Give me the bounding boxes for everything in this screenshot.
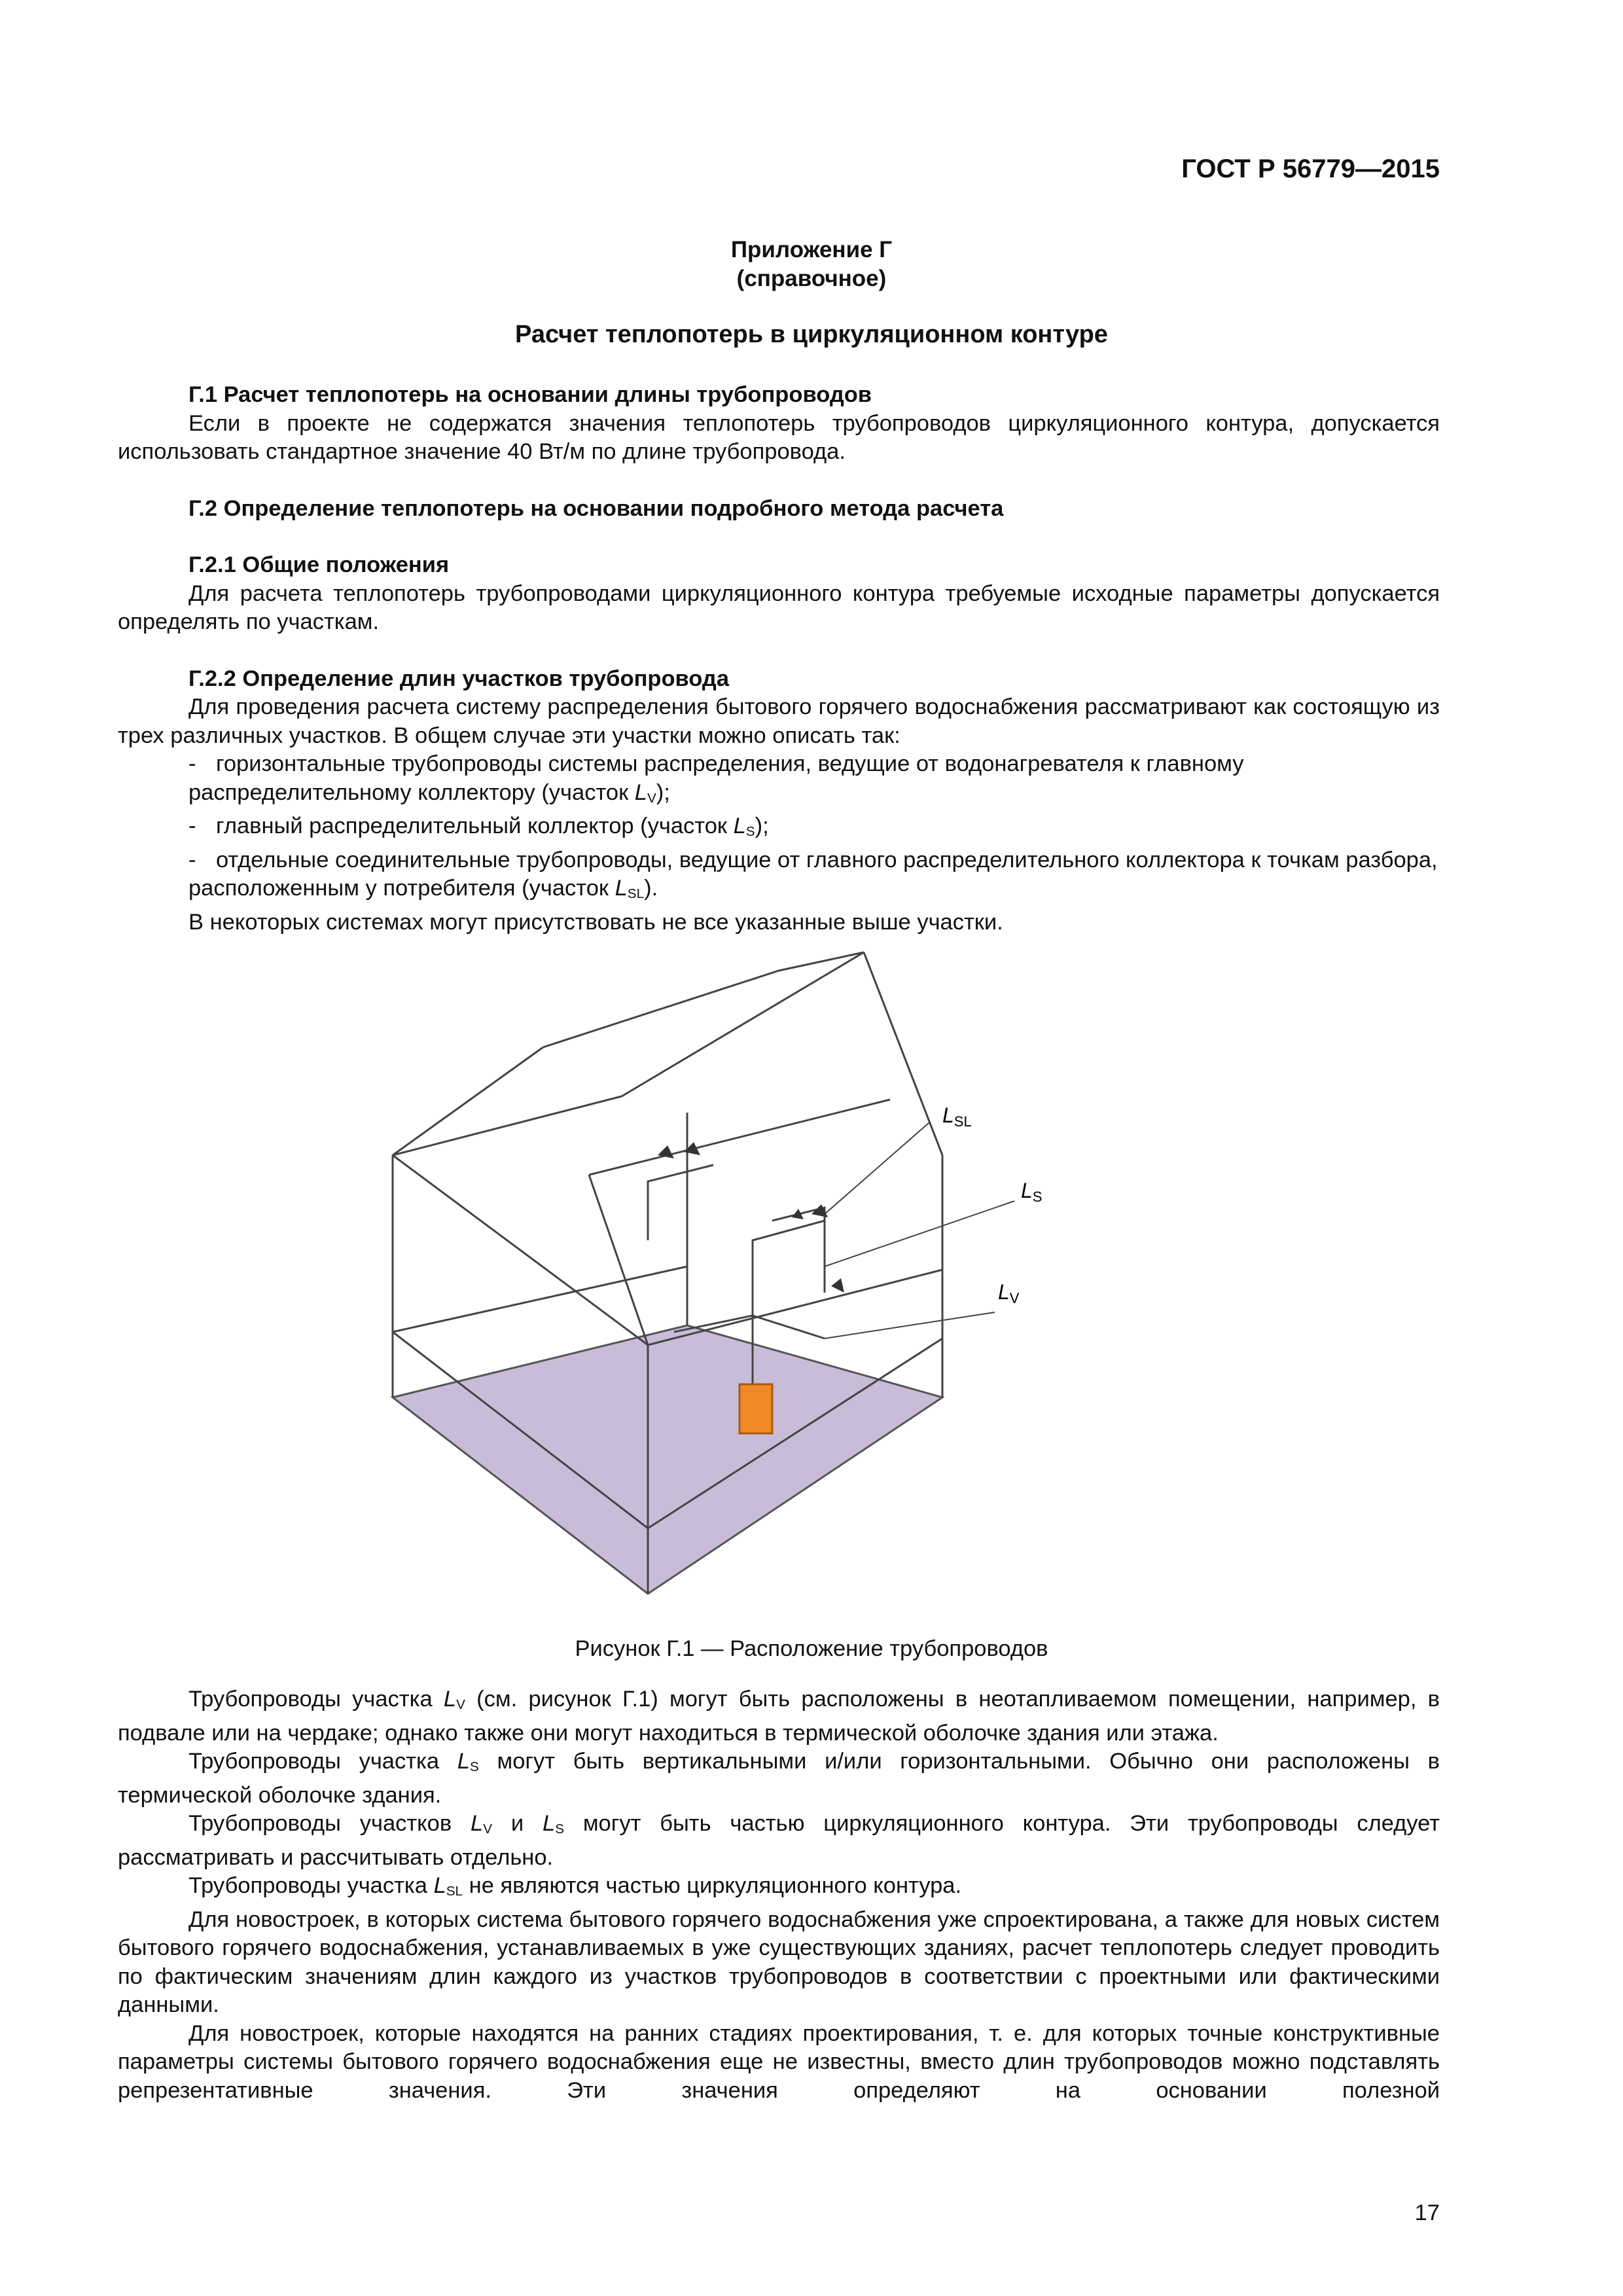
roof-ridge <box>543 971 779 1047</box>
roof-gable-left <box>393 1047 543 1155</box>
section-g22-paragraph: Для проведения расчета систему распределения бытового горячего водоснабжения рассматривают как состоящую из трех различных участков. В общем случае эти участки можно описать так: <box>118 694 1440 748</box>
list-dash: - <box>188 847 196 872</box>
body-paragraph: Трубопроводы участка $L_S$ могут быть вертикальными и/или горизонтальными. Обычно они расположены в термической оболочке здания. <box>118 1749 1440 1808</box>
roof-ridge-left <box>622 952 864 1096</box>
level-line-rear <box>393 1266 687 1332</box>
attic-slope <box>589 1175 648 1345</box>
section-g1-paragraph: Если в проекте не содержатся значения теплопотерь трубопроводов циркуляционного контура, допускается использовать стандартное значение 40 Вт/м по длине трубопровода. <box>118 410 1440 464</box>
body-paragraph: Для новостроек, которые находятся на ранних стадиях проектирования, т. е. для которых точные конструктивные параметры системы бытового горячего водоснабжения еще не известны, вместо длин трубопроводов можно подставлять репрезентативные значения. Эти значения определяют на основании полезной <box>118 2020 1440 2103</box>
annex-subtitle: (справочное) <box>736 266 887 291</box>
attic-beam <box>589 1100 890 1175</box>
body-paragraph: Трубопроводы участков $L_V$ и $L_S$ могут быть частью циркуляционного контура. Эти трубопроводы следует рассматривать и рассчитывать отдельно. <box>118 1811 1440 1870</box>
list-item-ls <box>118 812 1440 846</box>
list-item-text: горизонтальные трубопроводы системы распределения, ведущие от водонагревателя к главному распределительному коллектору (участок <box>188 751 1244 805</box>
symbol-sub-v: V <box>647 790 656 806</box>
pipe-lsl-left <box>648 1165 713 1240</box>
floor-plane <box>393 1325 942 1594</box>
list-item-lsl <box>118 846 1440 908</box>
label-ls: LS <box>1021 1179 1043 1205</box>
left-wall-top <box>393 1155 648 1345</box>
section-g1-heading: Г.1 Расчет теплопотерь на основании длины трубопроводов <box>188 382 872 407</box>
list-item-text: отдельные соединительные трубопроводы, ведущие от главного распределительного коллектора к точкам разбора, расположенным у потребителя (участок <box>188 847 1438 901</box>
roof-ridge-end <box>779 952 864 971</box>
front-wall-top <box>648 1270 942 1345</box>
standard-number: ГОСТ Р 56779—2015 <box>1181 154 1440 183</box>
annex-heading <box>118 236 1505 293</box>
symbol-l: L <box>733 814 746 838</box>
leader-lsl <box>825 1122 929 1214</box>
section-g22-note: В некоторых системах могут присутствовать не все указанные выше участки. <box>188 909 1003 935</box>
section-g21-heading: Г.2.1 Общие положения <box>188 552 450 577</box>
annex-title: Приложение Г <box>730 237 893 262</box>
pipe-lsl-right <box>772 1208 825 1293</box>
label-lsl: LSL <box>942 1103 972 1130</box>
label-lv: LV <box>998 1280 1020 1306</box>
list-dash: - <box>188 814 196 838</box>
list-item-end: ). <box>644 876 658 901</box>
symbol-sub-s: S <box>745 824 755 839</box>
pipe-layout-figure <box>366 939 1204 1607</box>
water-heater <box>740 1384 772 1433</box>
roof-eave-left <box>393 1096 622 1155</box>
body-paragraph: Трубопроводы участка $L_V$ (см. рисунок Г.1) могут быть расположены в неотапливаемом помещении, например, в подвале или на чердаке; однако также они могут находиться в термической оболочке здания или этажа. <box>118 1687 1440 1746</box>
list-item-end: ); <box>656 780 670 805</box>
leader-ls <box>825 1201 1014 1266</box>
body-paragraph: Для новостроек, в которых система бытового горячего водоснабжения уже спроектирована, а также для новых систем бытового горячего водоснабжения, устанавливаемых в уже существующих зданиях, расчет теплопотерь следует проводить по фактическим значениям длин каждого из участков трубопроводов в соответствии с проектными или фактическими данными. <box>118 1907 1440 2017</box>
symbol-sub-sl: SL <box>627 886 645 901</box>
list-dash: - <box>188 751 196 776</box>
tap-fixtures <box>658 1142 844 1293</box>
list-item-lv <box>118 750 1440 812</box>
section-g22-heading: Г.2.2 Определение длин участков трубопровода <box>188 666 730 691</box>
list-item-text: главный распределительный коллектор (участок <box>216 814 734 838</box>
page-number: 17 <box>1414 2200 1440 2225</box>
symbol-l: L <box>615 876 628 901</box>
body-paragraph: Трубопроводы участка $L_{SL}$ не являются частью циркуляционного контура. <box>188 1873 962 1899</box>
figure-caption: Рисунок Г.1 — Расположение трубопроводов <box>575 1636 1048 1661</box>
symbol-l: L <box>634 780 647 805</box>
pipe-ls <box>753 1221 825 1316</box>
list-item-end: ); <box>755 814 769 838</box>
leader-lv <box>825 1312 995 1338</box>
upper-text-block <box>118 381 1440 937</box>
roof-ridge-right <box>864 952 942 1155</box>
lower-text-block <box>118 1685 1440 2105</box>
tap-icon <box>831 1278 844 1293</box>
page-title: Расчет теплопотерь в циркуляционном контуре <box>515 321 1108 348</box>
section-g21-paragraph: Для расчета теплопотерь трубопроводами циркуляционного контура требуемые исходные параметры допускается определять по участкам. <box>118 581 1440 634</box>
section-g2-heading: Г.2 Определение теплопотерь на основании подробного метода расчета <box>188 495 1004 521</box>
